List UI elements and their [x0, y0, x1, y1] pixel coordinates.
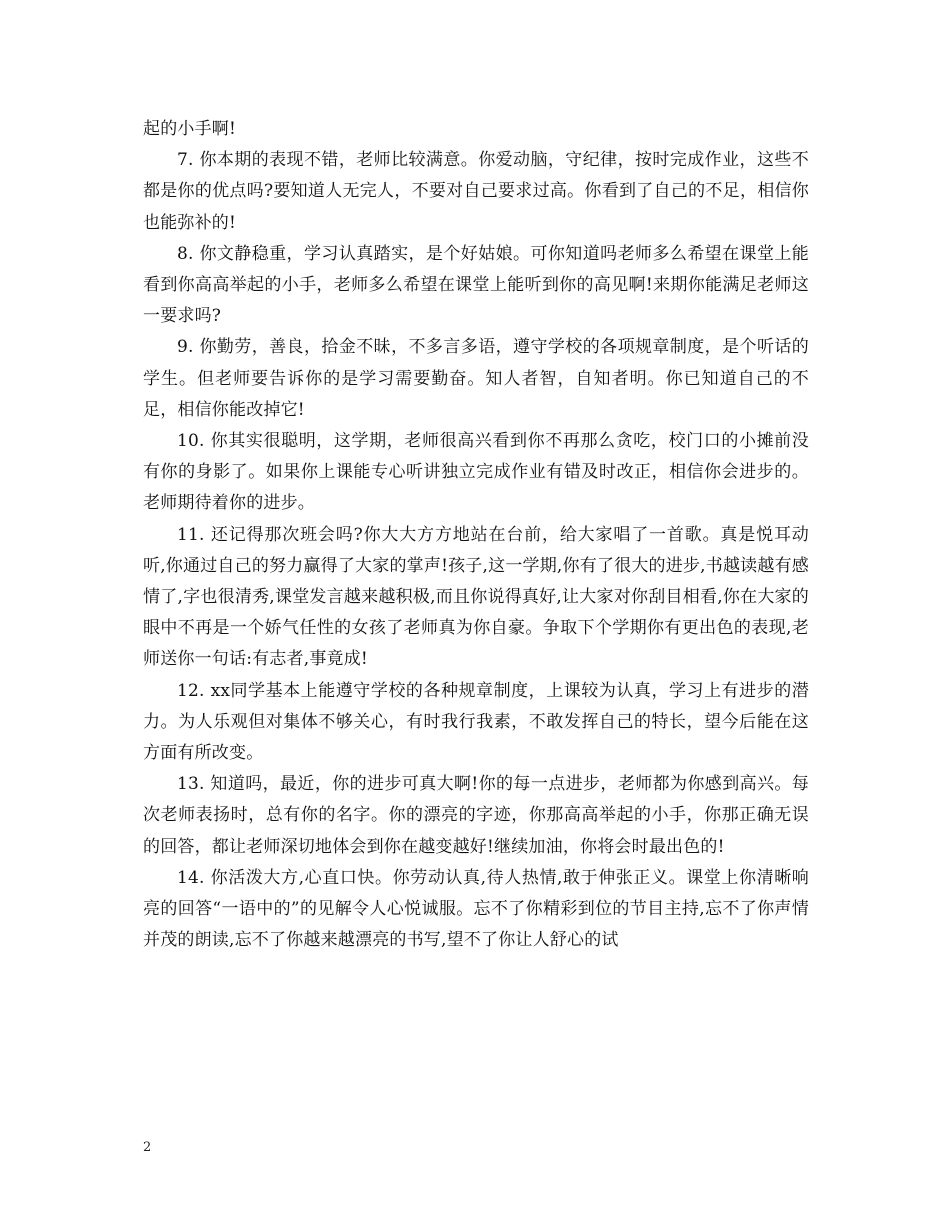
- paragraph-comment-12: 12. xx同学基本上能遵守学校的各种规章制度，上课较为认真，学习上有进步的潜力。为人乐观但对集体不够关心，有时我行我素，不敢发挥自己的特长，望今后能在这方面有所改变。: [143, 680, 809, 764]
- paragraph-comment-10: 10. 你其实很聪明，这学期，老师很高兴看到你不再那么贪吃，校门口的小摊前没有你的身影了。如果你上课能专心听讲独立完成作业有错及时改正，相信你会进步的。老师期待着你的进步。: [143, 431, 809, 514]
- paragraph-continuation: 起的小手啊!: [143, 119, 237, 139]
- paragraph-comment-9: 9. 你勤劳，善良，拾金不昧，不多言多语，遵守学校的各项规章制度，是个听话的学生。但老师要告诉你的是学习需要勤奋。知人者智，自知者明。你已知道自己的不足，相信你能改掉它!: [143, 337, 809, 420]
- document-body: [143, 114, 809, 956]
- paragraph-comment-8: 8. 你文静稳重，学习认真踏实，是个好姑娘。可你知道吗老师多么希望在课堂上能看到你高高举起的小手，老师多么希望在课堂上能听到你的高见啊!来期你能满足老师这一要求吗?: [143, 243, 809, 327]
- paragraph-comment-11: 11. 还记得那次班会吗?你大大方方地站在台前，给大家唱了一首歌。真是悦耳动听,你通过自己的努力赢得了大家的掌声!孩子,这一学期,你有了很大的进步,书越读越有感情了,字也很清秀,课堂发言越来越积极,而且你说得真好,让大家对你刮目相看,你在大家的眼中不再是一个娇气任性的女孩了老师真为你自豪。争取下个学期你有更出色的表现,老师送你一句话:有志者,事竟成!: [143, 524, 809, 670]
- paragraph-comment-7: 7. 你本期的表现不错，老师比较满意。你爱动脑，守纪律，按时完成作业，这些不都是你的优点吗?要知道人无完人，不要对自己要求过高。你看到了自己的不足，相信你也能弥补的!: [143, 150, 809, 233]
- paragraph-comment-14: 14. 你活泼大方,心直口快。你劳动认真,待人热情,敢于伸张正义。课堂上你清晰响亮的回答“一语中的”的见解令人心悦诚服。忘不了你精彩到位的节目主持,忘不了你声情并茂的朗读,忘不了你越来越漂亮的书写,望不了你让人舒心的试: [143, 867, 809, 951]
- page-number: 2: [143, 1140, 152, 1155]
- paragraph-comment-13: 13. 知道吗，最近，你的进步可真大啊!你的每一点进步，老师都为你感到高兴。每次老师表扬时，总有你的名字。你的漂亮的字迹，你那高高举起的小手，你那正确无误的回答，都让老师深切地体会到你在越变越好!继续加油，你将会时最出色的!: [143, 774, 809, 857]
